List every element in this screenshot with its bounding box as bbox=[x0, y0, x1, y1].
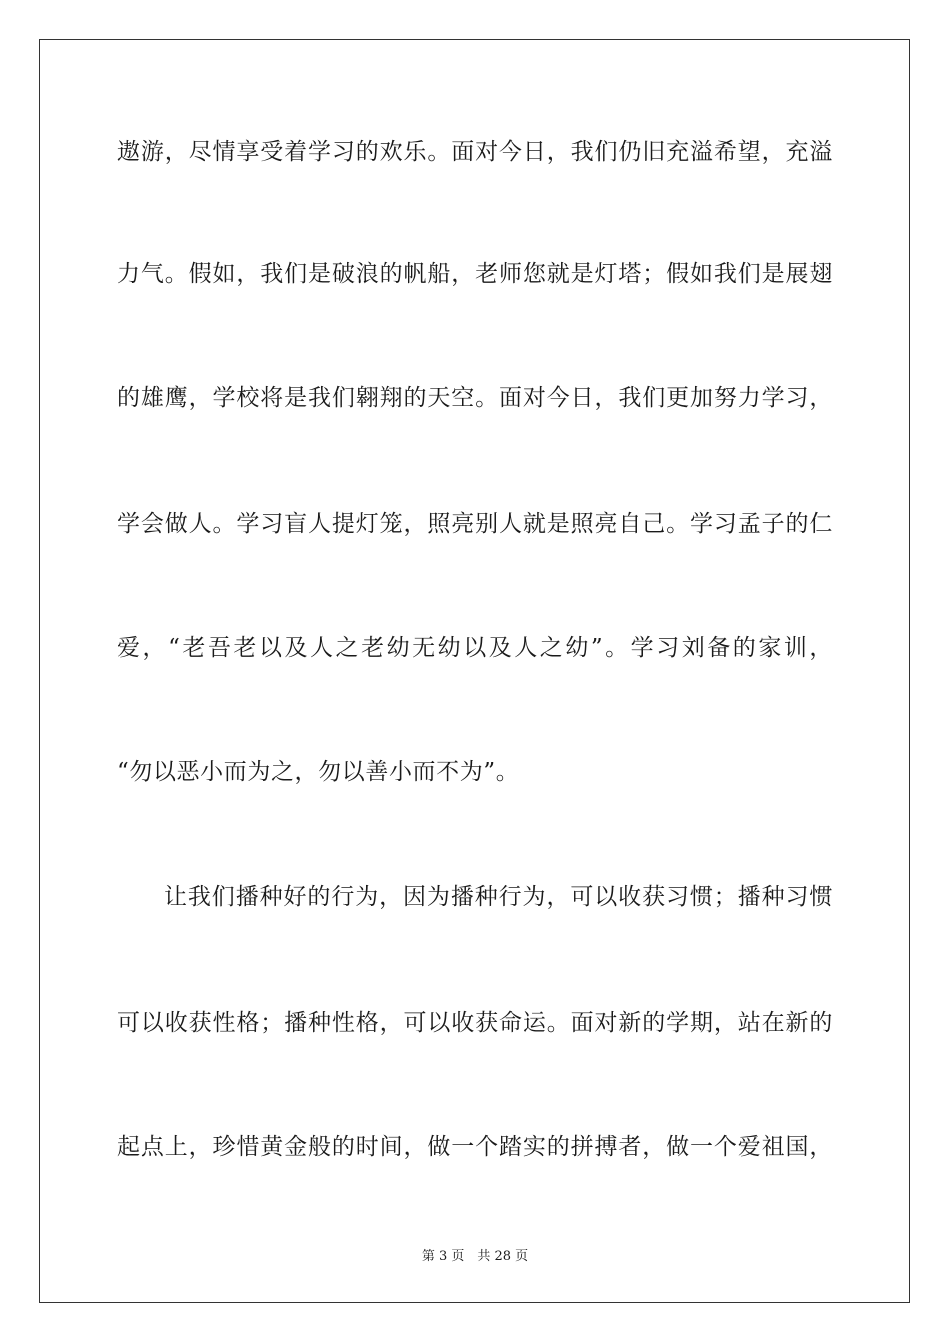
body-line: 可以收获性格；播种性格，可以收获命运。面对新的学期，站在新的 bbox=[117, 1010, 833, 1036]
body-line: 遨游，尽情享受着学习的欢乐。面对今日，我们仍旧充溢希望，充溢 bbox=[117, 139, 833, 165]
body-line: 学会做人。学习盲人提灯笼，照亮别人就是照亮自己。学习孟子的仁 bbox=[117, 511, 833, 537]
body-line: 的雄鹰，学校将是我们翱翔的天空。面对今日，我们更加努力学习， bbox=[117, 385, 833, 411]
page-frame bbox=[39, 39, 910, 1303]
body-line-indented: 让我们播种好的行为，因为播种行为，可以收获习惯；播种习惯 bbox=[164, 884, 833, 910]
body-line: “勿以恶小而为之，勿以善小而不为”。 bbox=[117, 759, 520, 785]
body-line: 起点上，珍惜黄金般的时间，做一个踏实的拼搏者，做一个爱祖国， bbox=[117, 1134, 833, 1160]
body-line: 力气。假如，我们是破浪的帆船，老师您就是灯塔；假如我们是展翅 bbox=[117, 261, 833, 287]
page-number-footer: 第 3 页 共 28 页 bbox=[421, 1249, 529, 1264]
body-line: 爱，“老吾老以及人之老幼无幼以及人之幼”。学习刘备的家训， bbox=[117, 635, 833, 661]
